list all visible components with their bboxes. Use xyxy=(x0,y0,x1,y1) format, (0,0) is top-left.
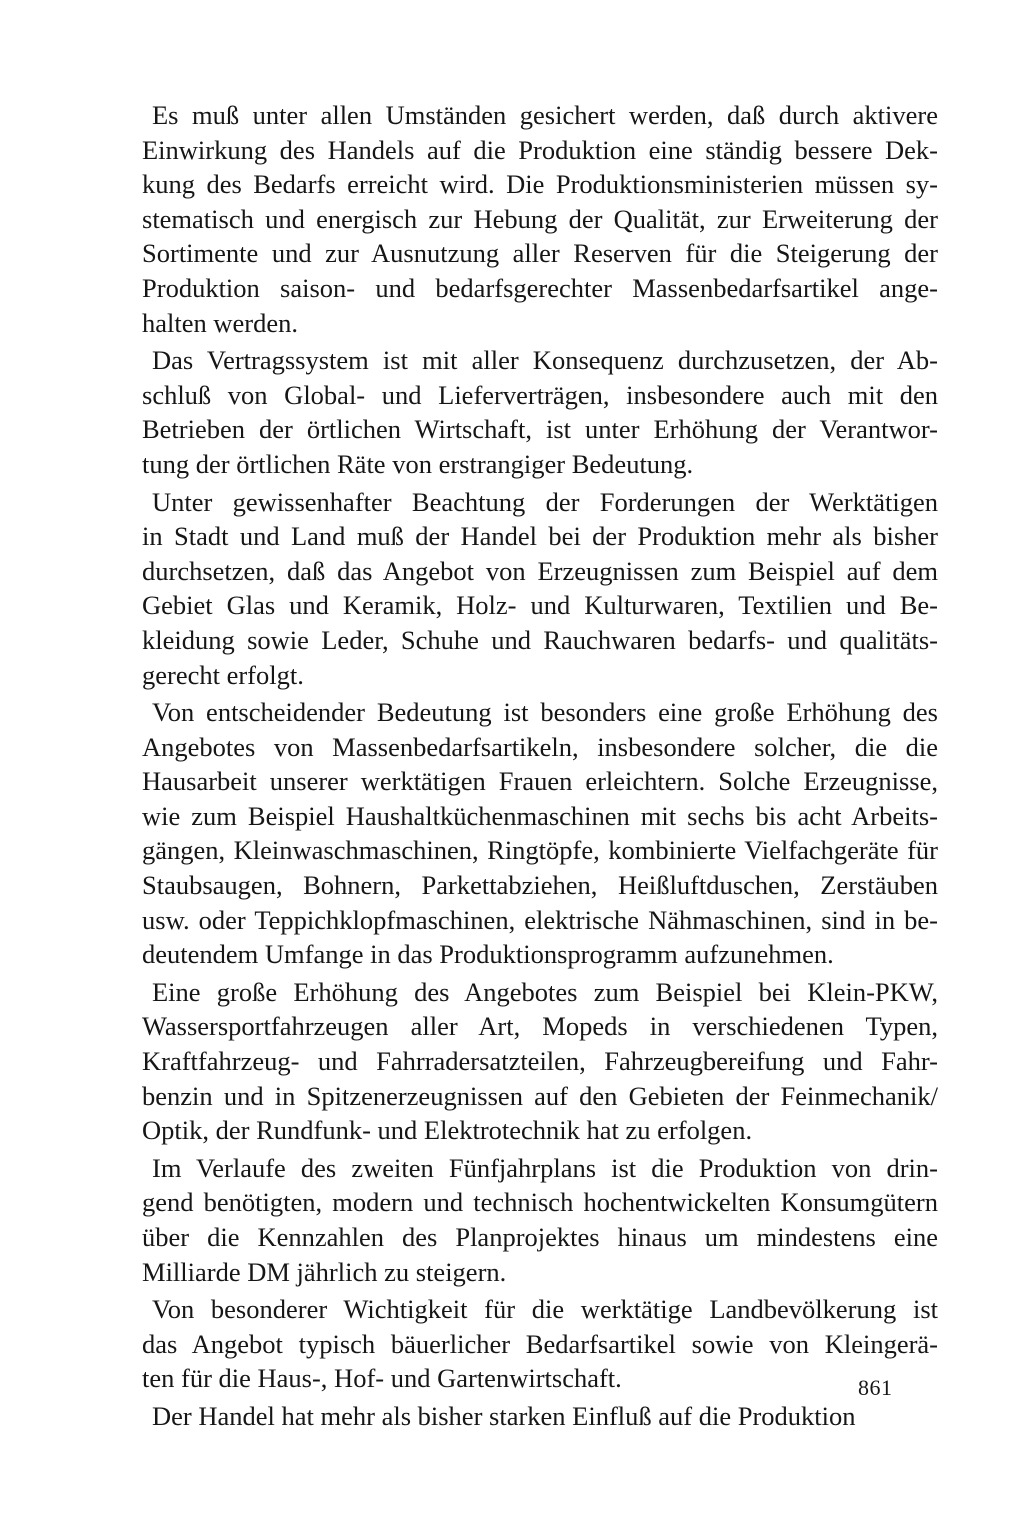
text-line: Produktion saison- und bedarfsgerechter Massenbedarfsartikel ange- xyxy=(142,272,938,303)
text-line: Unter gewissenhafter Beachtung der Forderungen der Werktätigen xyxy=(152,486,938,517)
text-line: über die Kennzahlen des Planprojektes hinaus um mindestens eine xyxy=(142,1222,938,1252)
paragraph xyxy=(142,975,938,1148)
text-line: Hausarbeit unserer werktätigen Frauen erleichtern. Solche Erzeugnisse, xyxy=(142,766,938,797)
text-line: Kraftfahrzeug- und Fahrradersatzteilen, Fahrzeugbereifung und Fahr- xyxy=(142,1046,938,1077)
text-line: Einwirkung des Handels auf die Produktion eine ständig bessere Dek- xyxy=(142,134,938,165)
text-line: kung des Bedarfs erreicht wird. Die Produktionsministerien müssen sy- xyxy=(142,169,938,200)
text-line: Im Verlaufe des zweiten Fünfjahrplans ist die Produktion von drin- xyxy=(152,1152,938,1183)
text-line: Betrieben der örtlichen Wirtschaft, ist unter Erhöhung der Verantwor- xyxy=(142,414,938,445)
text-line: Staubsaugen, Bohnern, Parkettabziehen, Heißluftduschen, Zerstäuben xyxy=(142,870,938,901)
text-line: deutendem Umfange in das Produktionsprogramm aufzunehmen. xyxy=(142,939,834,970)
text-line: Gebiet Glas und Keramik, Holz- und Kulturwaren, Textilien und Be- xyxy=(142,590,938,621)
text-line: Eine große Erhöhung des Angebotes zum Beispiel bei Klein-PKW, xyxy=(152,976,938,1007)
body-text xyxy=(142,98,938,1437)
text-line: gängen, Kleinwaschmaschinen, Ringtöpfe, kombinierte Vielfachgeräte für xyxy=(142,835,938,866)
text-line: durchsetzen, daß das Angebot von Erzeugnissen zum Beispiel auf dem xyxy=(142,555,938,586)
text-line: Sortimente und zur Ausnutzung aller Reserven für die Steigerung der xyxy=(142,238,938,269)
text-line: kleidung sowie Leder, Schuhe und Rauchwaren bedarfs- und qualitäts- xyxy=(142,624,938,655)
text-line: usw. oder Teppichklopfmaschinen, elektrische Nähmaschinen, sind in be- xyxy=(142,904,938,935)
text-line: das Angebot typisch bäuerlicher Bedarfsartikel sowie von Kleingerä- xyxy=(142,1328,938,1359)
text-line: Milliarde DM jährlich zu steigern. xyxy=(142,1256,507,1287)
text-line: stematisch und energisch zur Hebung der Qualität, zur Erweiterung der xyxy=(142,203,938,234)
paragraph xyxy=(142,485,938,693)
text-line: schluß von Global- und Lieferverträgen, insbesondere auch mit den xyxy=(142,379,938,410)
paragraph xyxy=(142,695,938,972)
paragraph xyxy=(142,343,938,481)
text-line: Es muß unter allen Umständen gesichert werden, daß durch aktivere xyxy=(152,100,938,130)
text-line: tung der örtlichen Räte von erstrangiger Bedeutung. xyxy=(142,448,694,479)
paragraph xyxy=(142,1292,938,1396)
text-line: Der Handel hat mehr als bisher starken Einfluß auf die Produktion xyxy=(152,1400,856,1431)
text-line: in Stadt und Land muß der Handel bei der Produktion mehr als bisher xyxy=(142,521,938,552)
text-line: benzin und in Spitzenerzeugnissen auf den Gebieten der Feinmechanik/ xyxy=(142,1080,938,1111)
text-line: Angebotes von Massenbedarfsartikeln, insbesondere solcher, die die xyxy=(142,731,938,762)
text-line: gerecht erfolgt. xyxy=(142,659,304,690)
text-line: halten werden. xyxy=(142,307,298,338)
page-number: 861 xyxy=(858,1375,893,1400)
text-line: ten für die Haus-, Hof- und Gartenwirtschaft. xyxy=(142,1363,622,1394)
text-line: gend benötigten, modern und technisch hochentwickelten Konsumgütern xyxy=(142,1187,938,1218)
text-line: Optik, der Rundfunk- und Elektrotechnik hat zu erfolgen. xyxy=(142,1115,753,1146)
paragraph xyxy=(142,1399,938,1434)
text-line: Das Vertragssystem ist mit aller Konsequenz durchzusetzen, der Ab- xyxy=(152,345,938,376)
paragraph xyxy=(142,1151,938,1289)
text-line: Von entscheidender Bedeutung ist besonders eine große Erhöhung des xyxy=(152,697,938,728)
text-line: wie zum Beispiel Haushaltküchenmaschinen mit sechs bis acht Arbeits- xyxy=(142,800,938,831)
text-line: Von besonderer Wichtigkeit für die werktätige Landbevölkerung ist xyxy=(152,1294,938,1325)
paragraph xyxy=(142,98,938,340)
text-line: Wassersportfahrzeugen aller Art, Mopeds in verschiedenen Typen, xyxy=(142,1011,938,1042)
